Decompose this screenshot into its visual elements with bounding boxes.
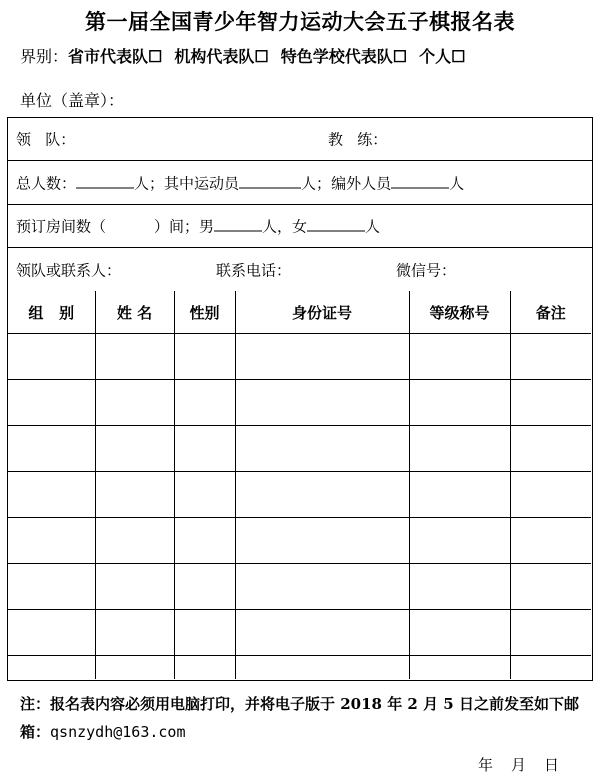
table-cell[interactable] xyxy=(95,518,174,564)
header-rank: 等级称号 xyxy=(409,291,510,334)
table-cell[interactable] xyxy=(174,656,235,679)
header-remark: 备注 xyxy=(510,291,591,334)
athletes-label: 其中运动员 xyxy=(164,174,240,192)
extra-blank[interactable] xyxy=(391,173,449,188)
table-cell[interactable] xyxy=(510,518,591,564)
table-cell[interactable] xyxy=(95,426,174,472)
room-row xyxy=(8,205,592,248)
table-cell[interactable] xyxy=(510,334,591,380)
table-cell[interactable] xyxy=(235,564,409,610)
table-cell[interactable] xyxy=(8,426,95,472)
table-cell[interactable] xyxy=(95,380,174,426)
total-row xyxy=(8,161,592,205)
table-cell[interactable] xyxy=(8,656,95,679)
category-option-individual[interactable]: 个人☐ xyxy=(419,47,466,66)
category-line xyxy=(20,44,477,67)
table-cell[interactable] xyxy=(8,334,95,380)
table-cell[interactable] xyxy=(8,610,95,656)
athletes-blank[interactable] xyxy=(239,173,301,188)
table-cell[interactable] xyxy=(95,334,174,380)
table-cell[interactable] xyxy=(409,656,510,679)
table-row xyxy=(8,518,591,564)
table-cell[interactable] xyxy=(174,426,235,472)
room-label: 预订房间数（ xyxy=(16,217,107,236)
table-row xyxy=(8,426,591,472)
table-cell[interactable] xyxy=(8,472,95,518)
table-cell[interactable] xyxy=(235,656,409,679)
table-row xyxy=(8,564,591,610)
date-month: 月 xyxy=(511,756,527,774)
member-table xyxy=(8,291,591,679)
table-row xyxy=(8,472,591,518)
table-cell[interactable] xyxy=(235,472,409,518)
header-group: 组 别 xyxy=(8,291,95,334)
table-cell[interactable] xyxy=(174,564,235,610)
male-unit: 人，女 xyxy=(262,217,308,236)
total-unit: 人； xyxy=(134,174,165,192)
date-day: 日 xyxy=(544,756,560,774)
table-cell[interactable] xyxy=(95,472,174,518)
registration-form xyxy=(7,117,593,681)
table-cell[interactable] xyxy=(409,426,510,472)
header-gender: 性别 xyxy=(174,291,235,334)
total-label: 总人数： xyxy=(16,174,77,192)
table-cell[interactable] xyxy=(409,564,510,610)
note-text: 注：报名表内容必须用电脑打印，并将电子版于 2018 年 2 月 5 日之前发至如下邮箱： xyxy=(20,695,579,741)
note xyxy=(20,690,590,746)
category-option-province[interactable]: 省市代表队☐ xyxy=(68,47,163,66)
table-cell[interactable] xyxy=(95,656,174,679)
table-cell[interactable] xyxy=(409,610,510,656)
leader-label: 领 队： xyxy=(16,130,76,149)
total-line xyxy=(16,172,464,193)
table-cell[interactable] xyxy=(95,610,174,656)
extra-label: 编外人员 xyxy=(331,174,392,192)
table-cell[interactable] xyxy=(510,656,591,679)
total-blank[interactable] xyxy=(76,173,134,188)
header-name: 姓 名 xyxy=(95,291,174,334)
date-line xyxy=(478,754,559,775)
female-blank[interactable] xyxy=(307,217,365,232)
table-cell[interactable] xyxy=(510,564,591,610)
room-line xyxy=(16,216,380,237)
table-cell[interactable] xyxy=(174,610,235,656)
table-cell[interactable] xyxy=(174,518,235,564)
table-cell[interactable] xyxy=(8,380,95,426)
form-title: 第一届全国青少年智力运动大会五子棋报名表 xyxy=(85,9,515,34)
table-cell[interactable] xyxy=(8,518,95,564)
member-rows xyxy=(8,334,591,680)
room-unit: ）间；男 xyxy=(154,217,215,236)
date-year: 年 xyxy=(478,756,494,774)
female-unit: 人 xyxy=(365,217,381,236)
table-row xyxy=(8,656,591,679)
note-email[interactable]: qsnzydh@163.com xyxy=(50,723,186,741)
table-cell[interactable] xyxy=(510,380,591,426)
table-row xyxy=(8,610,591,656)
table-cell[interactable] xyxy=(510,610,591,656)
table-cell[interactable] xyxy=(510,472,591,518)
table-row xyxy=(8,334,591,380)
table-cell[interactable] xyxy=(510,426,591,472)
table-cell[interactable] xyxy=(235,334,409,380)
header-id-number: 身份证号 xyxy=(235,291,409,334)
table-cell[interactable] xyxy=(235,610,409,656)
table-cell[interactable] xyxy=(174,334,235,380)
table-cell[interactable] xyxy=(8,564,95,610)
table-cell[interactable] xyxy=(174,380,235,426)
table-cell[interactable] xyxy=(95,564,174,610)
unit-label: 单位（盖章）： xyxy=(20,91,125,110)
table-cell[interactable] xyxy=(409,472,510,518)
contact-label: 领队或联系人： xyxy=(16,261,122,279)
table-cell[interactable] xyxy=(174,472,235,518)
coach-label: 教 练： xyxy=(328,130,388,149)
table-cell[interactable] xyxy=(409,518,510,564)
leader-row xyxy=(8,118,592,161)
contact-row xyxy=(8,248,592,291)
table-cell[interactable] xyxy=(409,380,510,426)
table-row xyxy=(8,380,591,426)
table-cell[interactable] xyxy=(235,518,409,564)
table-cell[interactable] xyxy=(235,426,409,472)
male-blank[interactable] xyxy=(214,217,262,232)
table-cell[interactable] xyxy=(235,380,409,426)
table-cell[interactable] xyxy=(409,334,510,380)
category-label: 界别： xyxy=(20,47,69,66)
athletes-unit: 人； xyxy=(301,174,332,192)
category-option-institution[interactable]: 机构代表队☐ xyxy=(174,47,269,66)
wechat-label: 微信号： xyxy=(396,261,457,279)
phone-label: 联系电话： xyxy=(216,261,292,279)
extra-unit: 人 xyxy=(449,174,465,192)
category-option-school[interactable]: 特色学校代表队☐ xyxy=(280,47,408,66)
